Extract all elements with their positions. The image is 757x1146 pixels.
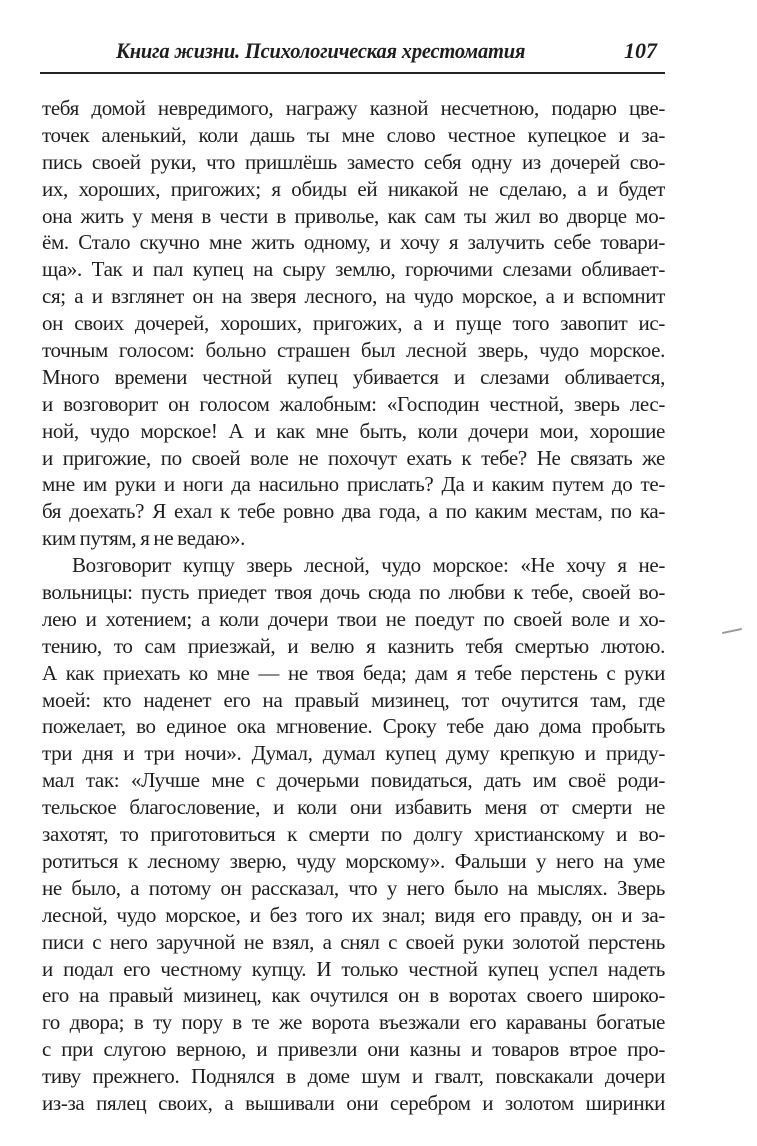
- text-line: ся; а и взглянет он на зверя лесного, на чудо морское, а и вспомнит: [42, 284, 665, 309]
- text-line: мне им руки и ноги да насильно прислать? Да и каким путем до те-: [42, 472, 665, 497]
- text-line: вольницы: пусть приедет твоя дочь сюда по любви к тебе, своей во-: [42, 580, 665, 605]
- text-line: тению, то сам приезжай, и велю я казнить тебя смертью лютою.: [42, 633, 665, 658]
- text-line: ротиться к лесному зверю, чуду морскому». Фальши у него на уме: [42, 848, 665, 873]
- scan-artifact: [722, 628, 742, 634]
- text-line: Много времени честной купец убивается и слезами обливается,: [42, 364, 665, 389]
- text-line: он своих дочерей, хороших, пригожих, а и пуще того завопит ис-: [42, 311, 665, 336]
- text-line: ким путям, я не ведаю».: [42, 526, 246, 551]
- text-line: Возговорит купцу зверь лесной, чудо морское: «Не хочу я не-: [72, 553, 665, 578]
- text-line: она жить у меня в чести в приволье, как сам ты жил во дворце мо-: [42, 203, 665, 228]
- text-line: пожелает, во единое ока мгновение. Сроку тебе даю дома пробыть: [42, 714, 665, 739]
- text-line: захотят, то приготовиться к смерти по долгу христианскому и во-: [42, 822, 665, 847]
- text-line: тебя домой невредимого, награжу казной несчетною, подарю цве-: [42, 96, 665, 120]
- text-line: пись своей руки, что пришлёшь заместо себя одну из дочерей сво-: [42, 149, 665, 174]
- text-line: и пригожие, по своей воле не похочут ехать к тебе? Не связать же: [42, 445, 665, 470]
- page-number: 107: [624, 38, 657, 63]
- text-line: мал так: «Лучше мне с дочерьми повидаться, дать им своё роди-: [42, 768, 665, 793]
- page-body: [42, 95, 665, 1117]
- text-line: его на правый мизинец, как очутился он в воротах своего широко-: [42, 983, 665, 1008]
- text-line: и возговорит он голосом жалобным: «Господин честной, зверь лес-: [42, 391, 665, 416]
- running-head: [40, 38, 665, 68]
- text-line: го двора; в ту пору в те же ворота въезжали его караваны богатые: [42, 1010, 665, 1035]
- text-line: не было, а потому он рассказал, что у него было на мыслях. Зверь: [42, 875, 665, 900]
- text-line: лесной, чудо морское, и без того их знал; видя его правду, он и за-: [42, 902, 665, 927]
- text-line: ной, чудо морское! А и как мне быть, коли дочери мои, хорошие: [42, 418, 665, 443]
- text-line: их, хороших, пригожих; я обиды ей никакой не сделаю, а и будет: [42, 176, 665, 201]
- text-line: бя доехать? Я ехал к тебе ровно два года, а по каким местам, по ка-: [42, 499, 665, 524]
- header-rule: [40, 72, 665, 74]
- text-line: и подал его честному купцу. И только честной купец успел надеть: [42, 956, 665, 981]
- text-line: лею и хотением; а коли дочери твои не поедут по своей воле и хо-: [42, 606, 665, 631]
- text-line: ща». Так и пал купец на сыру землю, горючими слезами обливает-: [42, 257, 665, 282]
- text-line: точным голосом: больно страшен был лесной зверь, чудо морское.: [42, 338, 665, 363]
- text-line: из-за пялец своих, а вышивали они серебром и золотом ширинки: [42, 1090, 665, 1115]
- paragraph: [42, 95, 665, 552]
- text-line: писи с него заручной не взял, а снял с своей руки золотой перстень: [42, 929, 665, 954]
- text-line: тельское благословение, и коли они избавить меня от смерти не: [42, 795, 665, 820]
- text-line: А как приехать ко мне — не твоя беда; дам я тебе перстень с руки: [42, 660, 665, 685]
- text-line: точек аленький, коли дашь ты мне слово честное купецкое и за-: [42, 122, 665, 147]
- text-line: тиву прежнего. Поднялся в доме шум и гвалт, повскакали дочери: [42, 1064, 665, 1089]
- book-title: Книга жизни. Психологическая хрестоматия: [116, 38, 526, 63]
- text-line: три дня и три ночи». Думал, думал купец думу крепкую и приду-: [42, 741, 665, 766]
- paragraph: [42, 552, 665, 1117]
- text-line: с при слугою верною, и привезли они казны и товаров втрое про-: [42, 1037, 665, 1062]
- text-line: моей: кто наденет его на правый мизинец, тот очутится там, где: [42, 687, 665, 712]
- text-line: ём. Стало скучно мне жить одному, и хочу я залучить себе товари-: [42, 230, 665, 255]
